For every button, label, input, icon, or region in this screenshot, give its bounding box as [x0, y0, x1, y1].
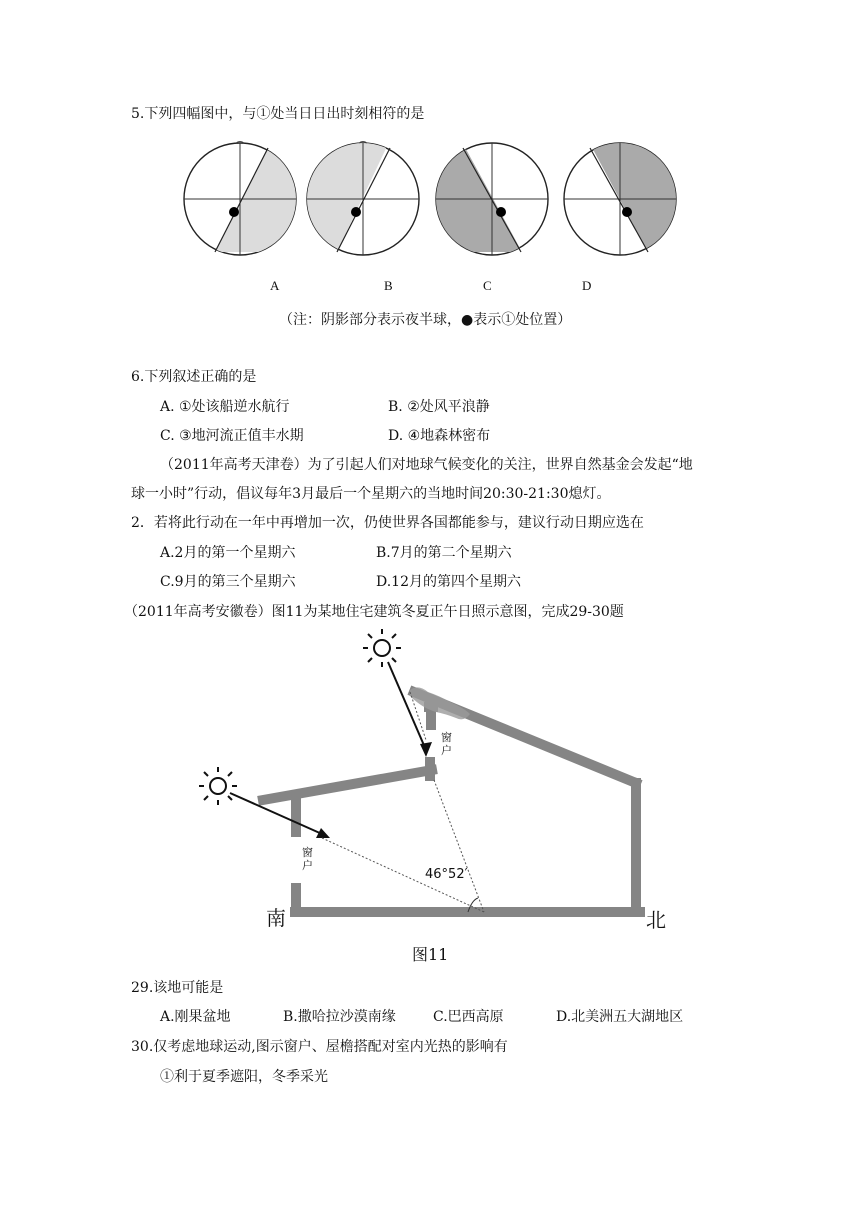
globe-label-a: A: [270, 278, 280, 293]
q2-stem: 2．若将此行动在一年中再增加一次，仍使世界各国都能参与，建议行动日期应选在: [131, 515, 644, 531]
q2-option-c: C.9月的第三个星期六: [160, 574, 296, 590]
globe-label-c: C: [483, 278, 492, 293]
angle-label: 46°52′: [425, 867, 468, 882]
q30-option-1: ①利于夏季遮阳，冬季采光: [160, 1069, 328, 1085]
upper-window-label: 窗户: [441, 731, 452, 757]
tianjin-line-1: （2011年高考天津卷）为了引起人们对地球气候变化的关注，世界自然基金会发起“地: [160, 457, 693, 473]
q29-option-c: C.巴西高原: [433, 1009, 504, 1025]
q6-option-c: C. ③地河流正值丰水期: [160, 428, 304, 444]
sun-icon-summer: [363, 629, 401, 667]
q6-option-b: B. ②处风平浪静: [388, 399, 490, 415]
q29-option-b: B.撒哈拉沙漠南缘: [283, 1009, 396, 1025]
sun-icon-winter: [199, 767, 237, 805]
q6-option-d: D. ④地森林密布: [388, 428, 491, 444]
q5-note: （注：阴影部分表示夜半球，●表示①处位置）: [279, 312, 572, 328]
anhui-intro: （2011年高考安徽卷）图11为某地住宅建筑冬夏正午日照示意图，完成29-30题: [124, 604, 624, 620]
lower-window-label: 窗户: [302, 846, 313, 872]
south-label: 南: [266, 906, 286, 930]
q6-stem: 6.下列叙述正确的是: [131, 369, 257, 385]
q5-stem: 5.下列四幅图中，与①处当日日出时刻相符的是: [131, 106, 425, 122]
tianjin-line-2: 球一小时”行动，倡议每年3月最后一个星期六的当地时间20:30-21:30熄灯。: [131, 486, 611, 502]
globe-label-d: D: [582, 278, 592, 293]
q2-option-d: D.12月的第四个星期六: [376, 574, 521, 590]
q2-option-a: A.2月的第一个星期六: [160, 545, 296, 561]
north-label: 北: [646, 908, 666, 932]
q29-option-d: D.北美洲五大湖地区: [556, 1009, 684, 1025]
figure-caption: 图11: [412, 945, 449, 964]
q30-stem: 30.仅考虑地球运动,图示窗户、屋檐搭配对室内光热的影响有: [131, 1039, 508, 1055]
globe-label-b: B: [384, 278, 393, 293]
q29-option-a: A.刚果盆地: [160, 1009, 231, 1025]
q29-stem: 29.该地可能是: [131, 980, 224, 996]
q2-option-b: B.7月的第二个星期六: [376, 545, 512, 561]
q6-option-a: A. ①处该船逆水航行: [160, 399, 290, 415]
